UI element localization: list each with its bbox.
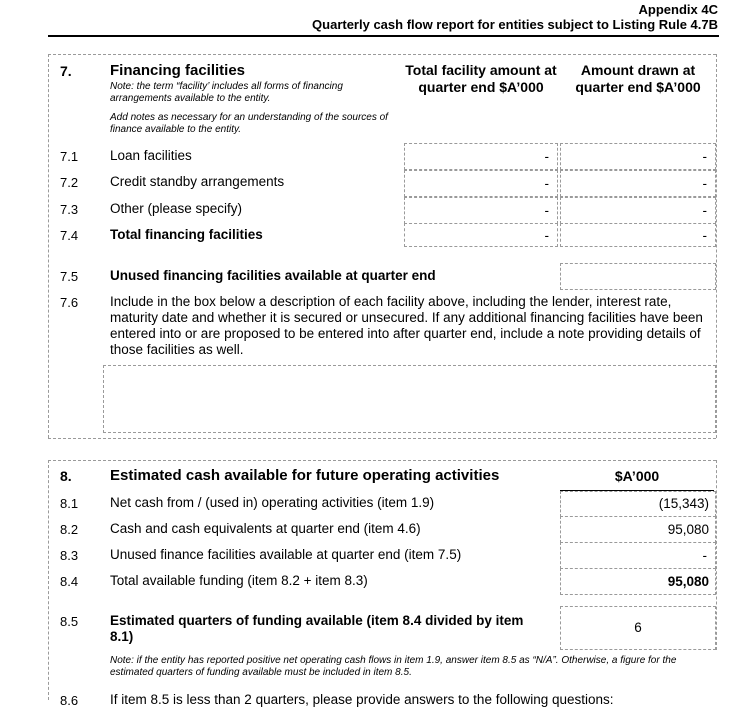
- section8-col-header: $A’000: [614, 468, 660, 484]
- section8-right-border: [716, 460, 717, 650]
- section8-left-border: [48, 460, 49, 700]
- row-7-3-drawn-cell[interactable]: [560, 197, 716, 224]
- row-7-4-number: 7.4: [60, 228, 79, 243]
- row-7-1-label: Loan facilities: [110, 148, 192, 163]
- page-title: Quarterly cash flow report for entities subject to Listing Rule 4.7B: [312, 17, 718, 32]
- row-8-5-number: 8.5: [60, 614, 79, 629]
- row-7-3-total-cell[interactable]: [404, 197, 558, 224]
- row-8-3-value-cell[interactable]: [560, 542, 716, 569]
- row-8-2-number: 8.2: [60, 522, 79, 537]
- row-8-3-number: 8.3: [60, 548, 79, 563]
- row-7-4-drawn-value: -: [702, 228, 707, 243]
- row-8-1-value: (15,343): [658, 496, 709, 511]
- row-7-5-number: 7.5: [60, 269, 79, 284]
- row-7-3-total-value: -: [544, 203, 549, 218]
- row-8-4-value: 95,080: [667, 574, 709, 589]
- row-8-1-value-cell[interactable]: [560, 491, 716, 517]
- appendix-label: Appendix 4C: [638, 2, 718, 17]
- row-7-3-drawn-value: -: [702, 203, 707, 218]
- row-7-1-total-value: -: [544, 149, 549, 164]
- row-7-1-drawn-value: -: [702, 149, 707, 164]
- row-8-1-number: 8.1: [60, 496, 79, 511]
- row-7-6-description-box[interactable]: [103, 365, 716, 433]
- section7-note1: Note: the term “facility’ includes all forms of financing arrangements available to the entity.: [110, 81, 343, 104]
- row-7-2-label: Credit standby arrangements: [110, 174, 285, 189]
- row-8-2-value-cell[interactable]: [560, 516, 716, 543]
- section8-number: 8.: [60, 468, 72, 484]
- header-rule: [48, 35, 719, 37]
- section7-top-border: [48, 54, 716, 55]
- section7-left-border: [48, 54, 49, 438]
- row-8-6-text: If item 8.5 is less than 2 quarters, please provide answers to the following questions:: [110, 692, 614, 707]
- row-7-4-label: Total financing facilities: [110, 227, 263, 242]
- col-total-facility-header: Total facility amount at quarter end $A’000: [405, 62, 557, 95]
- section7-right-border: [716, 54, 717, 438]
- row-7-5-value-cell[interactable]: [560, 263, 716, 290]
- row-8-3-label: Unused finance facilities available at quarter end (item 7.5): [110, 547, 462, 562]
- row-7-2-total-value: -: [544, 176, 549, 191]
- section7-title: Financing facilities: [110, 62, 246, 79]
- row-8-4-value-cell[interactable]: [560, 568, 716, 595]
- row-7-2-number: 7.2: [60, 175, 79, 190]
- col-amount-drawn-header: Amount drawn at quarter end $A’000: [575, 62, 701, 95]
- row-7-2-total-cell[interactable]: [404, 170, 558, 197]
- row-7-1-number: 7.1: [60, 149, 79, 164]
- row-7-4-total-value: -: [544, 228, 549, 243]
- row-7-1-drawn-cell[interactable]: [560, 143, 716, 170]
- row-8-4-label: Total available funding (item 8.2 + item 8.3): [110, 573, 368, 588]
- section7-bottom-border: [48, 438, 716, 439]
- row-7-4-drawn-cell[interactable]: [560, 223, 716, 247]
- row-8-6-number: 8.6: [60, 693, 79, 708]
- row-8-5-value-cell[interactable]: [560, 606, 716, 650]
- row-8-4-number: 8.4: [60, 574, 79, 589]
- row-8-3-value: -: [702, 548, 707, 563]
- row-8-5-value: 6: [634, 620, 642, 635]
- section8-title: Estimated cash available for future operating activities: [110, 467, 500, 484]
- row-7-6-number: 7.6: [60, 295, 79, 310]
- row-7-5-label: Unused financing facilities available at quarter end: [110, 268, 436, 283]
- row-8-5-label: Estimated quarters of funding available (item 8.4 divided by item 8.1): [110, 613, 524, 644]
- row-8-1-label: Net cash from / (used in) operating activities (item 1.9): [110, 495, 435, 510]
- section7-note2: Add notes as necessary for an understanding of the sources of finance available to the entity.: [110, 112, 388, 135]
- row-8-5-note: Note: if the entity has reported positive net operating cash flows in item 1.9, answer item 8.5 as “N/A”. Otherwise, a figure for the estimated quarters of funding available must be included in item 8.5.: [110, 655, 677, 678]
- section8-top-border: [48, 460, 716, 461]
- row-7-2-drawn-cell[interactable]: [560, 170, 716, 197]
- row-7-4-total-cell[interactable]: [404, 223, 558, 247]
- row-7-6-text: Include in the box below a description of each facility above, including the lender, interest rate, maturity date and whether it is secured or unsecured. If any additional financing facilities have been entered into or are proposed to be entered into after quarter end, include a note providing details of those facilities as well.: [110, 294, 703, 357]
- row-7-2-drawn-value: -: [702, 176, 707, 191]
- row-7-3-label: Other (please specify): [110, 201, 243, 216]
- row-8-2-value: 95,080: [667, 522, 709, 537]
- section7-number: 7.: [60, 63, 72, 79]
- row-7-1-total-cell[interactable]: [404, 143, 558, 170]
- row-8-2-label: Cash and cash equivalents at quarter end (item 4.6): [110, 521, 421, 536]
- row-7-3-number: 7.3: [60, 202, 79, 217]
